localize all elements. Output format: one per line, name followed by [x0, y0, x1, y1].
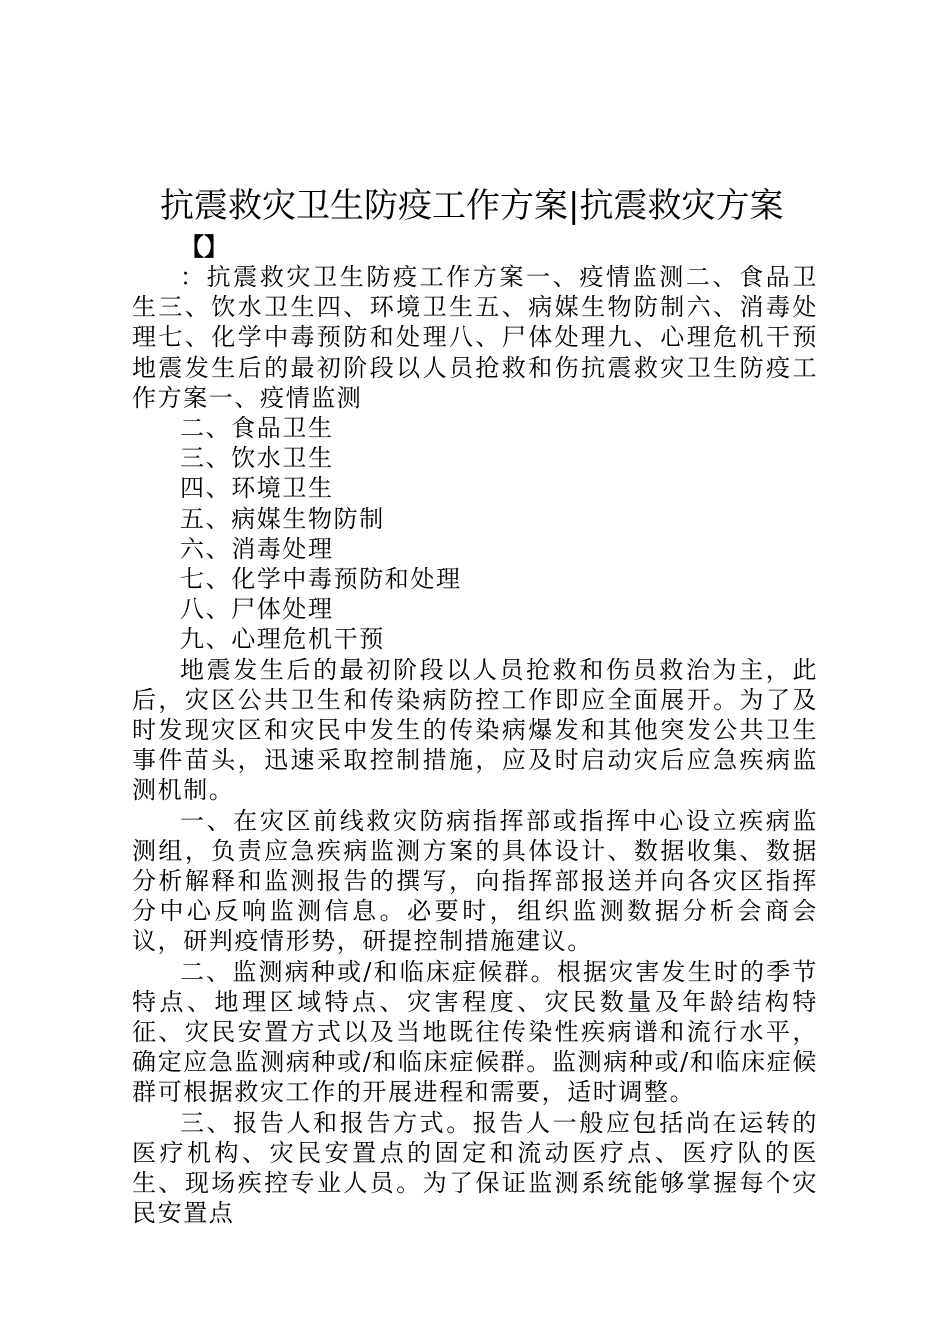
- list-item: 九、心理危机干预: [180, 625, 385, 654]
- title-bracket: 【】: [180, 232, 228, 261]
- document-title: 抗震救灾卫生防疫工作方案|抗震救灾方案: [160, 186, 784, 226]
- body-paragraph: 二、监测病种或/和临床症候群。根据灾害发生时的季节特点、地理区域特点、灾害程度、灾民数量及年龄结构特征、灾民安置方式以及当地既往传染性疾病谱和流行水平，确定应急监测病种或/和临床症候群。监测病种或/和临床症候群可根据救灾工作的开展进程和需要，适时调整。: [132, 957, 818, 1107]
- list-item: 二、食品卫生: [180, 414, 334, 443]
- list-item: 三、饮水卫生: [180, 444, 334, 473]
- document-page: [132, 180, 818, 1229]
- list-item: 八、尸体处理: [180, 595, 334, 624]
- list-item: 七、化学中毒预防和处理: [180, 565, 462, 594]
- body-paragraph: 地震发生后的最初阶段以人员抢救和伤员救治为主，此后，灾区公共卫生和传染病防控工作即应全面展开。为了及时发现灾区和灾民中发生的传染病爆发和其他突发公共卫生事件苗头，迅速采取控制措施，应及时启动灾后应急疾病监测机制。: [132, 655, 818, 805]
- document-body: [132, 262, 818, 1229]
- intro-paragraph: ：抗震救灾卫生防疫工作方案一、疫情监测二、食品卫生三、饮水卫生四、环境卫生五、病媒生物防制六、消毒处理七、化学中毒预防和处理八、尸体处理九、心理危机干预地震发生后的最初阶段以人员抢救和伤抗震救灾卫生防疫工作方案一、疫情监测: [132, 263, 818, 412]
- list-item: 四、环境卫生: [180, 474, 334, 503]
- list-item: 六、消毒处理: [180, 534, 334, 563]
- list-item: 五、病媒生物防制: [180, 504, 385, 533]
- body-paragraph: 一、在灾区前线救灾防病指挥部或指挥中心设立疾病监测组，负责应急疾病监测方案的具体设计、数据收集、数据分析解释和监测报告的撰写，向指挥部报送并向各灾区指挥分中心反响监测信息。必要时，组织监测数据分析会商会议，研判疫情形势，研提控制措施建议。: [132, 806, 818, 956]
- body-paragraph: 三、报告人和报告方式。报告人一般应包括尚在运转的医疗机构、灾民安置点的固定和流动医疗点、医疗队的医生、现场疾控专业人员。为了保证监测系统能够掌握每个灾民安置点: [132, 1108, 818, 1228]
